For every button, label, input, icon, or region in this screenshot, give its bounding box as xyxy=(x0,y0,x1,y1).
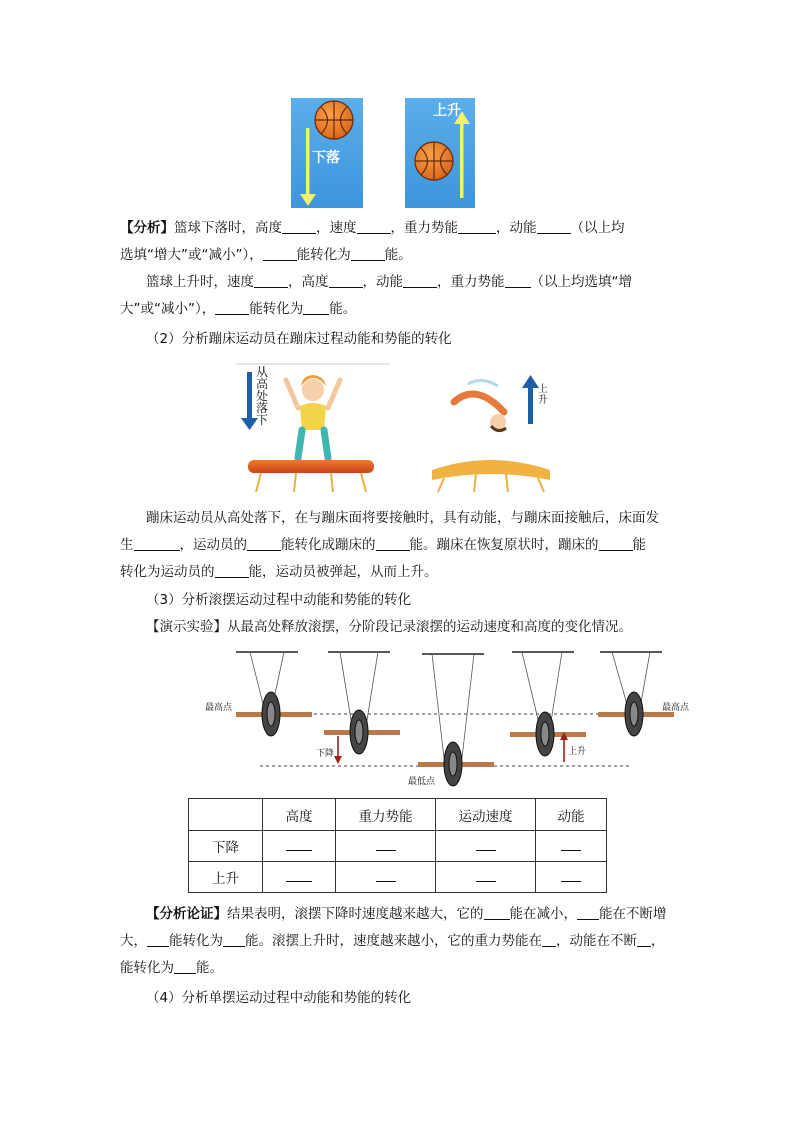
para1-line1: 【分析】篮球下落时，高度 ，速度 ，重力势能 ，动能 （以上均 xyxy=(120,220,625,236)
answer-blank[interactable] xyxy=(286,869,312,882)
answer-blank[interactable] xyxy=(174,959,196,974)
maxwell-pendulum-figure xyxy=(200,646,700,788)
highest-point-right-label: 最高点 xyxy=(662,703,690,713)
answer-blank[interactable] xyxy=(329,273,363,288)
answer-blank[interactable] xyxy=(215,563,249,578)
answer-blank[interactable] xyxy=(357,219,391,234)
answer-blank[interactable] xyxy=(458,219,496,234)
ascend-label: 上升 xyxy=(568,747,587,757)
pendulum-wheel-icon xyxy=(236,692,312,736)
para4-line3: 能转化为 能。 xyxy=(120,960,223,976)
answer-blank[interactable] xyxy=(476,869,496,882)
answer-blank[interactable] xyxy=(147,932,169,947)
trampoline-left-icon xyxy=(248,460,374,492)
answer-blank[interactable] xyxy=(561,838,581,851)
answer-blank[interactable] xyxy=(247,536,281,551)
answer-blank[interactable] xyxy=(351,246,385,261)
answer-blank[interactable] xyxy=(286,838,312,851)
answer-blank[interactable] xyxy=(577,905,599,920)
fall-label: 下落 xyxy=(312,150,340,166)
answer-blank[interactable] xyxy=(254,273,288,288)
results-table xyxy=(188,798,607,893)
demo-experiment-line: 【演示实验】从最高处释放滚摆，分阶段记录滚摆的运动速度和高度的变化情况。 xyxy=(146,619,632,635)
row-label: 上升 xyxy=(189,862,263,893)
answer-blank[interactable] xyxy=(263,246,297,261)
basketball-fall-icon xyxy=(315,101,353,139)
answer-blank[interactable] xyxy=(134,536,180,551)
table-header-row xyxy=(189,799,607,831)
basketball-rise-icon xyxy=(415,142,453,180)
answer-blank[interactable] xyxy=(505,273,531,288)
basketball-figure xyxy=(290,98,476,208)
gymnast-girl-icon xyxy=(286,375,340,458)
answer-blank[interactable] xyxy=(223,932,245,947)
table-header-cell: 动能 xyxy=(536,799,607,831)
trampoline-right-icon xyxy=(432,460,550,492)
answer-blank[interactable] xyxy=(484,905,510,920)
answer-blank[interactable] xyxy=(376,536,410,551)
answer-blank[interactable] xyxy=(376,869,396,882)
table-row xyxy=(189,862,607,893)
para2-line2: 大”或“减小”）， 能转化为 能。 xyxy=(120,301,357,317)
answer-blank[interactable] xyxy=(537,219,571,234)
table-header-cell xyxy=(189,799,263,831)
answer-blank[interactable] xyxy=(303,300,329,315)
gymnast-flip-icon xyxy=(454,380,506,430)
answer-blank[interactable] xyxy=(599,536,633,551)
answer-blank[interactable] xyxy=(215,300,249,315)
para3-line2: 生 ，运动员的 能转化成蹦床的 能。蹦床在恢复原状时，蹦床的 能 xyxy=(120,537,646,553)
para2-line1: 篮球上升时，速度 ，高度 ，动能 ，重力势能 （以上均选填“增 xyxy=(146,274,632,290)
answer-blank[interactable] xyxy=(376,838,396,851)
trampoline-figure xyxy=(236,362,556,494)
answer-blank[interactable] xyxy=(282,219,316,234)
up-arrow-icon xyxy=(522,375,539,424)
answer-blank[interactable] xyxy=(542,932,556,947)
row-label: 下降 xyxy=(189,831,263,862)
para1-line2: 选填“增大”或“减小”）， 能转化为 能。 xyxy=(120,247,412,263)
section2-title: （2）分析蹦床运动员在蹦床过程动能和势能的转化 xyxy=(146,331,452,347)
pendulum-wheel-icon xyxy=(324,710,400,754)
answer-blank[interactable] xyxy=(561,869,581,882)
answer-blank[interactable] xyxy=(403,273,437,288)
section4-title: （4）分析单摆运动过程中动能和势能的转化 xyxy=(146,990,412,1006)
para4-line2: 大， 能转化为 能。滚摆上升时，速度越来越小，它的重力势能在 ，动能在不断 ， xyxy=(120,933,665,949)
para3-line1: 蹦床运动员从高处落下，在与蹦床面将要接触时，具有动能，与蹦床面接触后，床面发 xyxy=(146,510,659,526)
descend-label: 下降 xyxy=(316,749,335,759)
trampoline-rise-label: 上升 xyxy=(538,384,548,406)
section3-title: （3）分析滚摆运动过程中动能和势能的转化 xyxy=(146,592,412,608)
para3-line3: 转化为运动员的 能，运动员被弹起，从而上升。 xyxy=(120,564,438,580)
answer-blank[interactable] xyxy=(476,838,496,851)
fall-from-height-label: 从高处落下 xyxy=(256,365,269,427)
lowest-point-label: 最低点 xyxy=(408,777,436,787)
table-header-cell: 重力势能 xyxy=(336,799,436,831)
rise-label: 上升 xyxy=(433,103,461,119)
para4-line1: 【分析论证】结果表明，滚摆下降时速度越来越大，它的 能在减小， 能在不断增 xyxy=(146,906,667,922)
answer-blank[interactable] xyxy=(637,932,651,947)
table-header-cell: 高度 xyxy=(263,799,336,831)
highest-point-left-label: 最高点 xyxy=(205,703,233,713)
table-row xyxy=(189,831,607,862)
trampoline-svg xyxy=(236,362,556,494)
table-header-cell: 运动速度 xyxy=(436,799,536,831)
descend-arrow-icon xyxy=(334,736,342,764)
pendulum-wheel-icon xyxy=(598,692,674,736)
pendulum-svg xyxy=(200,646,700,788)
